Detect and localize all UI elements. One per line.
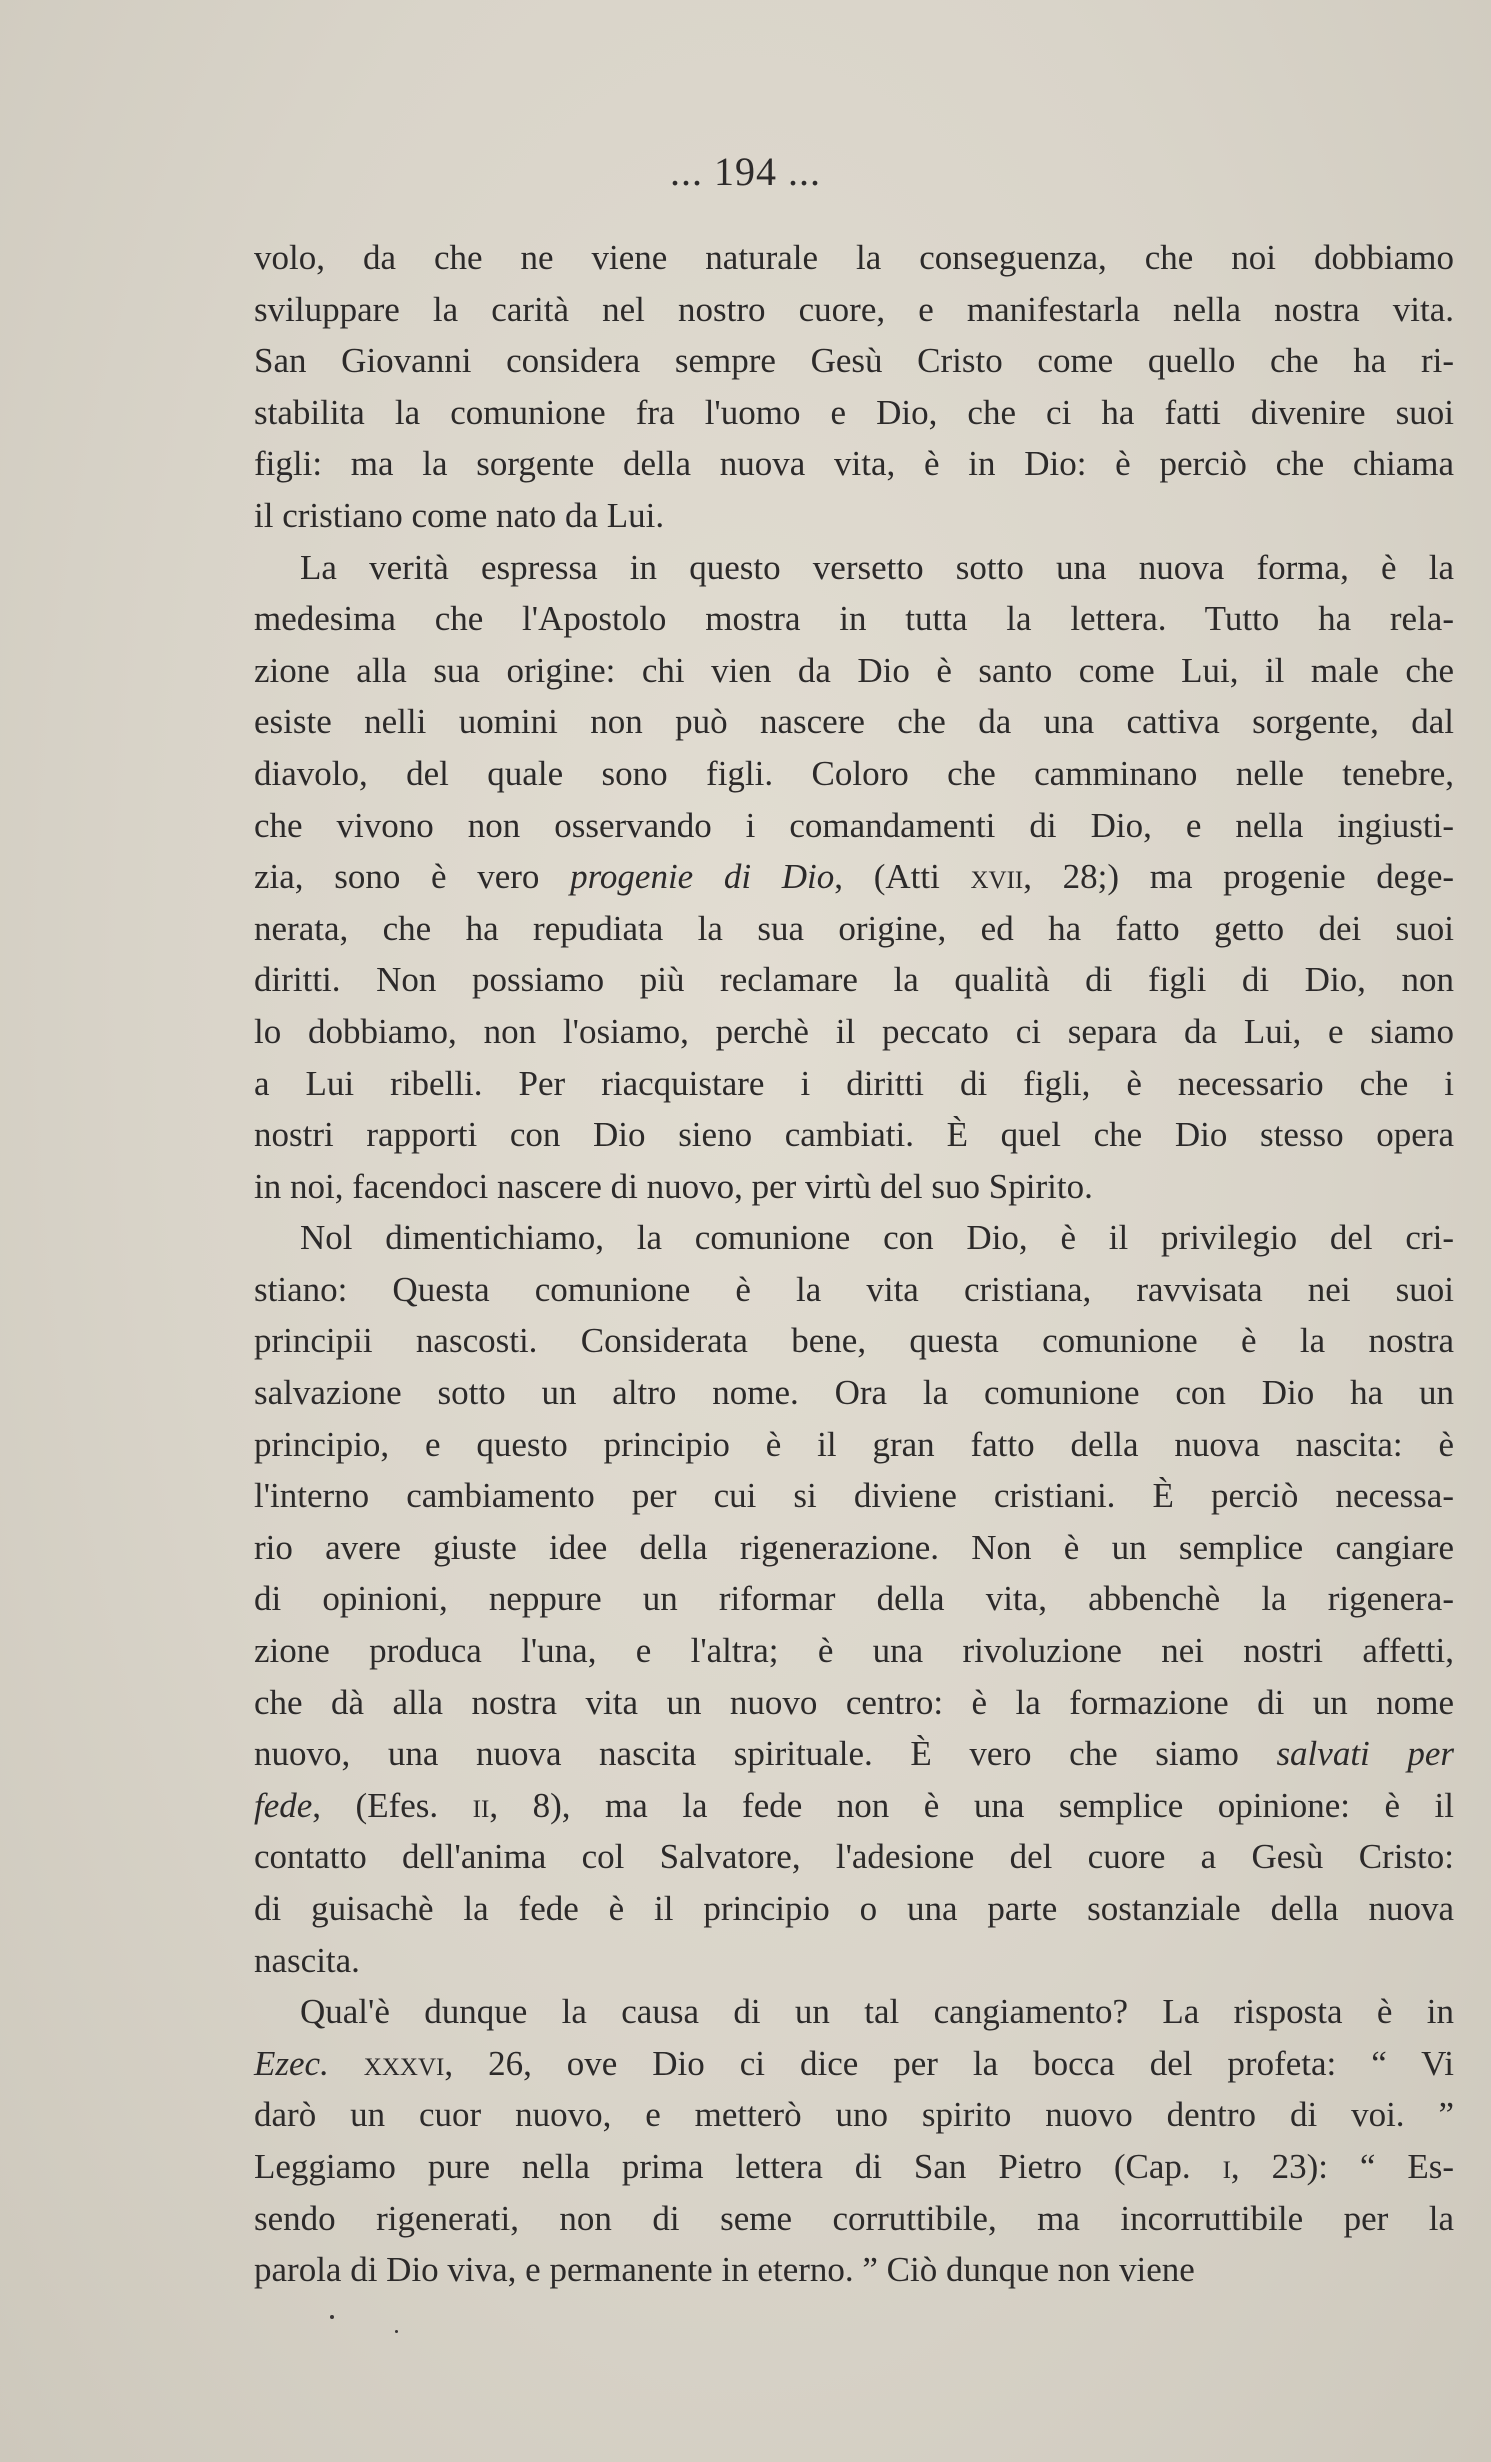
text-segment: nuovo, una nuova nascita spirituale. È vero che siamo	[254, 1734, 1277, 1774]
italic-text: fede	[254, 1785, 313, 1825]
text-segment: esiste nelli uomini non può nascere che da una cattiva sorgente, dal	[254, 702, 1454, 742]
text-segment: che dà alla nostra vita un nuovo centro: è la formazione di un nome	[254, 1682, 1454, 1722]
text-segment: , 28;) ma progenie dege-	[1023, 857, 1455, 897]
text-line	[254, 2244, 1454, 2296]
roman-numeral: i	[1222, 2146, 1231, 2186]
text-segment: principio, e questo principio è il gran fatto della nuova nascita: è	[254, 1424, 1454, 1464]
roman-numeral: xxxvi	[363, 2043, 445, 2083]
italic-text: salvati per	[1276, 1734, 1454, 1774]
text-line	[254, 1161, 1454, 1213]
text-line	[254, 1831, 1454, 1883]
text-segment: Qual'è dunque la causa di un tal cangiamento? La risposta è in	[300, 1992, 1454, 2032]
text-line	[254, 1367, 1454, 1419]
text-line	[254, 1109, 1454, 1161]
text-line	[254, 1212, 1454, 1264]
roman-numeral: ii	[472, 1785, 490, 1825]
page-number: ... 194 ...	[670, 149, 821, 194]
text-segment: , 26, ove Dio ci dice per la bocca del profeta: “ Vi	[444, 2043, 1454, 2083]
text-line	[254, 284, 1454, 336]
text-line	[254, 438, 1454, 490]
text-line	[254, 696, 1454, 748]
text-segment: Nol dimentichiamo, la comunione con Dio, è il privilegio del cri-	[300, 1218, 1454, 1258]
text-segment: zione produca l'una, e l'altra; è una rivoluzione nei nostri affetti,	[254, 1631, 1454, 1671]
text-line	[254, 2193, 1454, 2245]
text-segment: , 8), ma la fede non è una semplice opinione: è il	[489, 1785, 1454, 1825]
text-segment: diritti. Non possiamo più reclamare la qualità di figli di Dio, non	[254, 960, 1454, 1000]
text-segment: sviluppare la carità nel nostro cuore, e manifestarla nella nostra vita.	[254, 289, 1454, 329]
text-line	[254, 232, 1454, 284]
text-line	[254, 903, 1454, 955]
text-segment: rio avere giuste idee della rigenerazione. Non è un semplice cangiare	[254, 1527, 1454, 1567]
text-line	[254, 800, 1454, 852]
text-line	[254, 954, 1454, 1006]
text-segment: contatto dell'anima col Salvatore, l'adesione del cuore a Gesù Cristo:	[254, 1837, 1454, 1877]
text-segment: figli: ma la sorgente della nuova vita, è in Dio: è perciò che chiama	[254, 444, 1454, 484]
text-segment: sendo rigenerati, non di seme corruttibile, ma incorruttibile per la	[254, 2198, 1454, 2238]
text-segment: parola di Dio viva, e permanente in eterno. ” Ciò dunque non viene	[254, 2250, 1195, 2290]
text-line	[254, 593, 1454, 645]
text-line	[254, 335, 1454, 387]
text-segment: medesima che l'Apostolo mostra in tutta la lettera. Tutto ha rela-	[254, 599, 1454, 639]
text-segment: il cristiano come nato da Lui.	[254, 495, 665, 535]
text-segment: salvazione sotto un altro nome. Ora la comunione con Dio ha un	[254, 1373, 1454, 1413]
text-line	[254, 1470, 1454, 1522]
body-text	[254, 232, 1454, 2296]
text-line	[254, 542, 1454, 594]
text-segment: , (Atti	[834, 857, 971, 897]
text-line	[254, 2089, 1454, 2141]
text-line	[254, 387, 1454, 439]
text-line	[254, 1780, 1454, 1832]
text-segment: zia, sono è vero	[254, 857, 571, 897]
text-line	[254, 1058, 1454, 1110]
text-segment: stabilita la comunione fra l'uomo e Dio, che ci ha fatti divenire suoi	[254, 392, 1454, 432]
text-segment: di guisachè la fede è il principio o una parte sostanziale della nuova	[254, 1889, 1454, 1928]
paper-speck	[330, 2315, 334, 2319]
text-line	[254, 1315, 1454, 1367]
text-line	[254, 748, 1454, 800]
italic-text: Ezec.	[254, 2043, 329, 2083]
text-segment	[329, 2044, 364, 2083]
text-line	[254, 851, 1454, 903]
text-line	[254, 1883, 1454, 1935]
text-segment: nascita.	[254, 1940, 360, 1980]
text-line	[254, 1986, 1454, 2038]
text-segment: zione alla sua origine: chi vien da Dio è santo come Lui, il male che	[254, 650, 1454, 690]
text-line	[254, 645, 1454, 697]
text-segment: San Giovanni considera sempre Gesù Cristo come quello che ha ri-	[254, 341, 1454, 381]
text-line	[254, 1264, 1454, 1316]
text-segment: darò un cuor nuovo, e metterò uno spirito nuovo dentro di voi. ”	[254, 2095, 1454, 2135]
text-segment: La verità espressa in questo versetto sotto una nuova forma, è la	[300, 547, 1454, 587]
text-line	[254, 1419, 1454, 1471]
text-segment: l'interno cambiamento per cui si diviene cristiani. È perciò necessa-	[254, 1476, 1454, 1516]
text-segment: nostri rapporti con Dio sieno cambiati. È quel che Dio stesso opera	[254, 1115, 1454, 1155]
text-segment: , 23): “ Es-	[1230, 2146, 1454, 2186]
text-line	[254, 1728, 1454, 1780]
text-line	[254, 1522, 1454, 1574]
text-segment: nerata, che ha repudiata la sua origine, ed ha fatto getto dei suoi	[254, 908, 1454, 948]
text-segment: stiano: Questa comunione è la vita cristiana, ravvisata nei suoi	[254, 1269, 1454, 1309]
text-segment: in noi, facendoci nascere di nuovo, per virtù del suo Spirito.	[254, 1166, 1093, 1206]
text-line	[254, 490, 1454, 542]
text-segment: lo dobbiamo, non l'osiamo, perchè il peccato ci separa da Lui, e siamo	[254, 1011, 1454, 1051]
text-segment: che vivono non osservando i comandamenti di Dio, e nella ingiusti-	[254, 805, 1454, 845]
text-segment: volo, da che ne viene naturale la conseguenza, che noi dobbiamo	[254, 238, 1454, 277]
text-line	[254, 1573, 1454, 1625]
text-segment: Leggiamo pure nella prima lettera di San Pietro (Cap.	[254, 2146, 1223, 2186]
roman-numeral: xvii	[970, 857, 1024, 897]
text-segment: , (Efes.	[312, 1785, 473, 1825]
text-line	[254, 2038, 1454, 2090]
italic-text: progenie di Dio	[570, 857, 835, 897]
text-line	[254, 1625, 1454, 1677]
text-segment: diavolo, del quale sono figli. Coloro che camminano nelle tenebre,	[254, 753, 1454, 793]
text-line	[254, 2141, 1454, 2193]
paper-speck	[395, 2330, 398, 2333]
text-segment: principii nascosti. Considerata bene, questa comunione è la nostra	[254, 1321, 1454, 1361]
text-line	[254, 1006, 1454, 1058]
text-line	[254, 1935, 1454, 1987]
text-line	[254, 1677, 1454, 1729]
text-segment: a Lui ribelli. Per riacquistare i diritti di figli, è necessario che i	[254, 1063, 1454, 1103]
text-segment: di opinioni, neppure un riformar della vita, abbenchè la rigenera-	[254, 1579, 1454, 1619]
